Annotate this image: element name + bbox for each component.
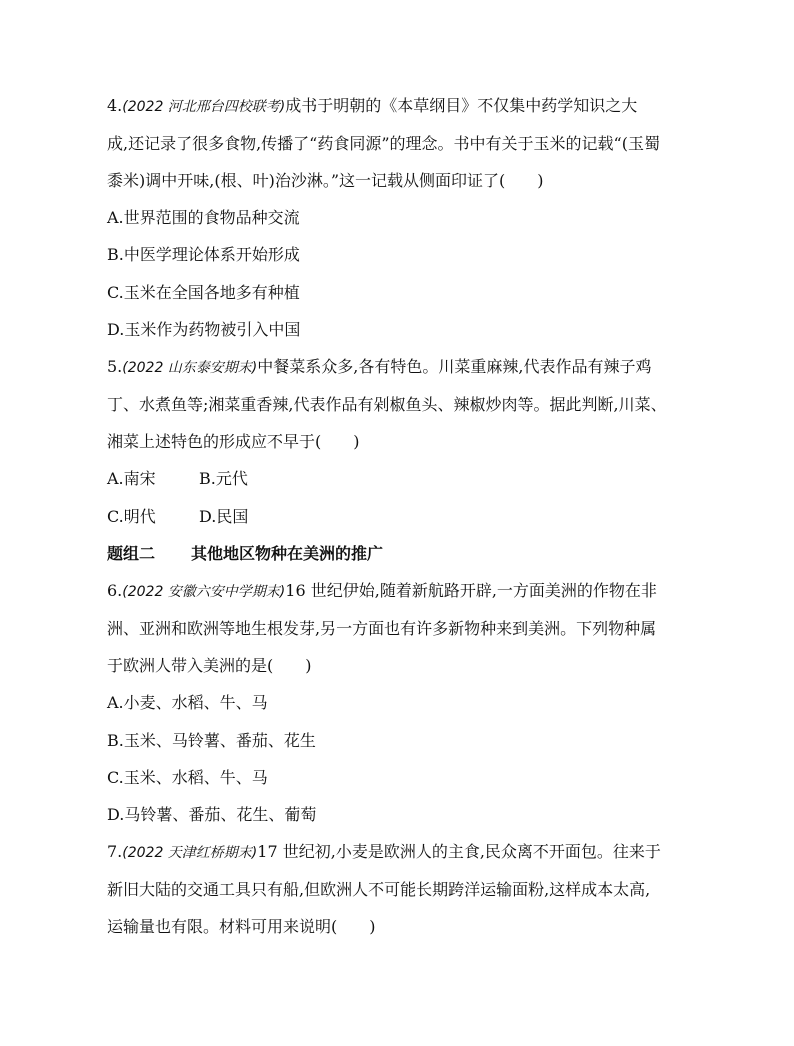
- question-6-number: 6.: [107, 581, 123, 600]
- question-5-text-3: 湘菜上述特色的形成应不早于(: [107, 432, 322, 451]
- question-5-line-1: [107, 355, 651, 380]
- question-6-close-paren: ): [305, 656, 312, 675]
- question-5-line-2: 丁、水煮鱼等;湘菜重香辣,代表作品有剁椒鱼头、辣椒炒肉等。据此判断,川菜、: [107, 395, 667, 414]
- question-4-line-3: [107, 169, 544, 193]
- section-heading-label: 题组二: [107, 544, 156, 563]
- question-6-text-3: 于欧洲人带入美洲的是(: [107, 656, 274, 675]
- question-7-text-3: 运输量也有限。材料可用来说明(: [107, 917, 338, 936]
- question-5-close-paren: ): [353, 432, 360, 451]
- question-4-option-d: D.玉米作为药物被引入中国: [107, 320, 301, 339]
- question-4-close-paren: ): [537, 171, 544, 190]
- question-4-text-3: 黍米)调中开味,(根、叶)治沙淋。”这一记载从侧面印证了(: [107, 171, 506, 190]
- question-5-option-b: B.元代: [199, 469, 248, 488]
- question-5-options-row-1: [107, 467, 248, 491]
- question-5-option-c: C.明代: [107, 507, 156, 526]
- question-4-option-a: A.世界范围的食物品种交流: [107, 208, 300, 227]
- question-6-option-b: B.玉米、马铃薯、番茄、花生: [107, 731, 316, 750]
- question-5-line-3: [107, 430, 360, 454]
- question-5-option-d: D.民国: [199, 507, 249, 526]
- question-4-number: 4.: [107, 96, 123, 115]
- section-heading-title: 其他地区物种在美洲的推广: [191, 544, 384, 563]
- question-5-text-1: 中餐菜系众多,各有特色。川菜重麻辣,代表作品有辣子鸡: [257, 357, 652, 376]
- question-4-text-1: 成书于明朝的《本草纲目》不仅集中药学知识之大: [285, 96, 638, 115]
- question-6-option-c: C.玉米、水稻、牛、马: [107, 768, 268, 787]
- question-6-line-2: 洲、亚洲和欧洲等地生根发芽,另一方面也有许多新物种来到美洲。下列物种属: [107, 619, 657, 638]
- question-7-line-1: [107, 840, 661, 865]
- question-6-text-1: 16 世纪伊始,随着新航路开辟,一方面美洲的作物在非: [285, 581, 657, 600]
- question-6-option-d: D.马铃薯、番茄、花生、葡萄: [107, 805, 317, 824]
- question-5-source: (2022 山东泰安期末): [122, 360, 258, 376]
- question-7-number: 7.: [107, 842, 123, 861]
- question-6-line-1: [107, 579, 657, 604]
- question-7-line-2: 新旧大陆的交通工具只有船,但欧洲人不可能长期跨洋运输面粉,这样成本太高,: [107, 880, 651, 899]
- question-7-close-paren: ): [369, 917, 376, 936]
- question-4-line-2: 成,还记录了很多食物,传播了“药食同源”的理念。书中有关于玉米的记载“(玉蜀: [107, 134, 660, 153]
- question-6-line-3: [107, 654, 312, 678]
- question-6-source: (2022 安徽六安中学期末): [122, 584, 286, 600]
- question-4-source: (2022 河北邢台四校联考): [122, 99, 286, 115]
- question-5-options-row-2: [107, 505, 248, 529]
- question-6-option-a: A.小麦、水稻、牛、马: [107, 693, 268, 712]
- question-7-line-3: [107, 915, 376, 939]
- section-heading: [107, 542, 383, 566]
- question-5-number: 5.: [107, 357, 123, 376]
- question-4-option-b: B.中医学理论体系开始形成: [107, 245, 300, 264]
- question-4-line-1: [107, 94, 637, 119]
- question-7-source: (2022 天津红桥期末): [122, 845, 258, 861]
- question-5-option-a: A.南宋: [107, 469, 156, 488]
- question-7-text-1: 17 世纪初,小麦是欧洲人的主食,民众离不开面包。往来于: [257, 842, 661, 861]
- question-4-option-c: C.玉米在全国各地多有种植: [107, 283, 300, 302]
